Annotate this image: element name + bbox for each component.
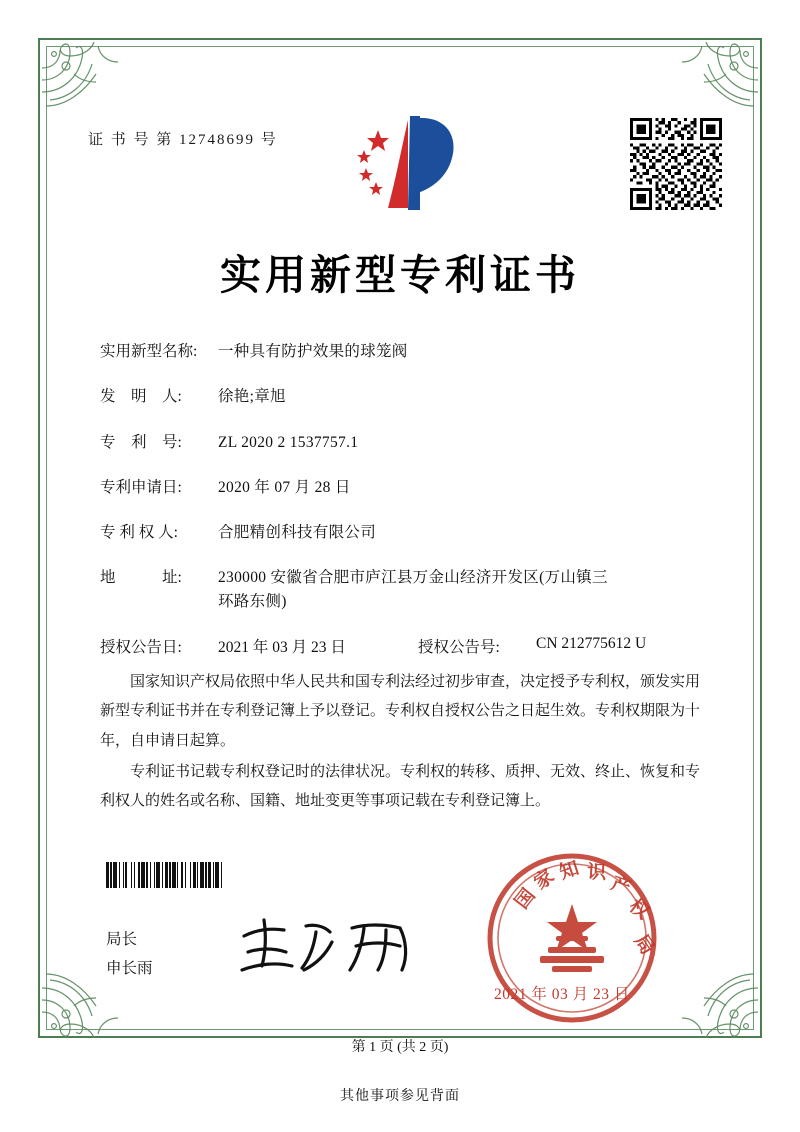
field-application-date: [100, 476, 700, 499]
grant-date-value: 2021 年 03 月 23 日: [218, 638, 346, 656]
certificate-number: 证 书 号 第 12748699 号: [88, 132, 278, 148]
svg-text:权: 权: [624, 894, 654, 924]
field-value: ZL 2020 2 1537757.1: [218, 433, 359, 451]
corner-ornament-icon: [40, 40, 136, 136]
field-inventor: [100, 385, 700, 408]
barcode: [106, 862, 318, 888]
field-address: [100, 566, 700, 613]
handwritten-signature-icon: [236, 912, 426, 982]
field-label: 地 址:: [100, 569, 182, 587]
field-label: 发 明 人:: [100, 388, 182, 406]
legal-text: [100, 668, 700, 818]
grant-number-value: CN 212775612 U: [536, 634, 647, 652]
footer-note: 其他事项参见背面: [340, 1089, 460, 1104]
grant-number-label: 授权公告号:: [418, 638, 500, 656]
field-value: 徐艳;章旭: [218, 388, 286, 406]
field-label: 专 利 权 人:: [100, 524, 178, 541]
svg-text:知: 知: [556, 856, 582, 884]
seal-date: 2021 年 03 月 23 日: [494, 986, 630, 1003]
field-value: 一种具有防护效果的球笼阀: [218, 343, 408, 360]
svg-text:国: 国: [510, 884, 540, 914]
svg-text:家: 家: [530, 865, 559, 895]
signature-block: [106, 925, 153, 984]
cnipa-logo-icon: [352, 112, 462, 216]
field-value: 2020 年 07 月 28 日: [218, 478, 351, 496]
field-patentee: [100, 521, 700, 544]
field-label: 实用新型名称:: [100, 343, 198, 360]
qr-code: [630, 118, 722, 210]
director-name-label: 申长雨: [106, 960, 153, 978]
field-list: [100, 340, 700, 663]
field-value-continued: 环路东侧): [218, 592, 287, 610]
svg-text:识: 识: [586, 861, 607, 884]
field-label: 专 利 号:: [100, 433, 182, 451]
field-patent-number: [100, 431, 700, 454]
svg-text:局: 局: [629, 930, 659, 959]
grant-date-label: 授权公告日:: [100, 638, 182, 656]
field-grant-row: [100, 635, 700, 657]
field-label: 专利申请日:: [100, 478, 182, 496]
field-utility-model-name: [100, 340, 700, 363]
paragraph-1: 国家知识产权局依照中华人民共和国专利法经过初步审查，决定授予专利权，颁发实用新型专利证书并在专利登记簿上予以登记。专利权自授权公告之日起生效。专利权期限为十年，自申请日起算。: [100, 674, 701, 749]
field-value: 230000 安徽省合肥市庐江县万金山经济开发区(万山镇三: [218, 569, 608, 587]
field-value: 合肥精创科技有限公司: [218, 524, 377, 541]
corner-ornament-icon: [664, 944, 760, 1040]
paragraph-2: 专利证书记载专利权登记时的法律状况。专利权的转移、质押、无效、终止、恢复和专利权人的姓名或名称、国籍、地址变更等事项记载在专利登记簿上。: [100, 763, 701, 809]
barcode-bar: [222, 862, 225, 888]
svg-text:产: 产: [608, 872, 634, 900]
director-role-label: 局长: [106, 931, 138, 948]
page-title: 实用新型专利证书: [220, 251, 580, 299]
page-number: 第 1 页 (共 2 页): [351, 1040, 449, 1055]
